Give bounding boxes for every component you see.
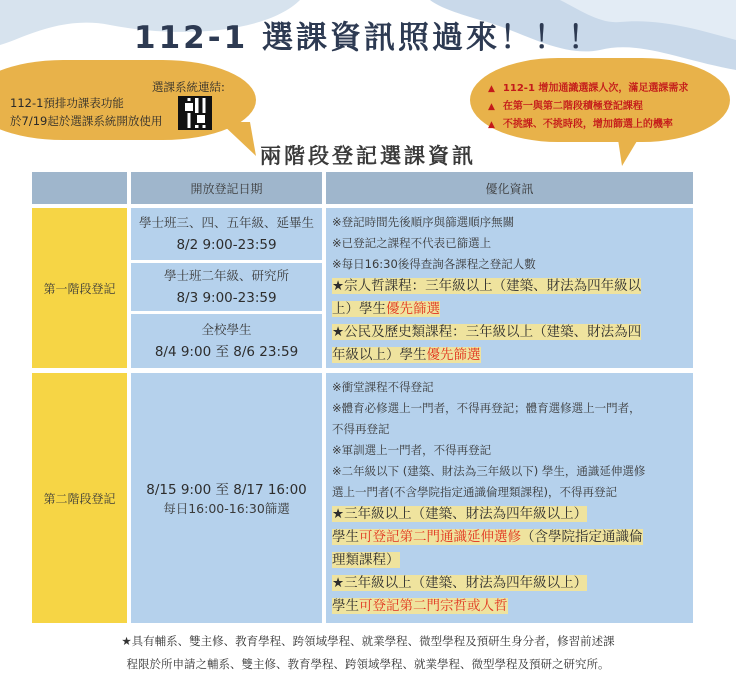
footer-line: ★具有輔系、雙主修、教育學程、跨領域學程、就業學程、微型學程及預研生身分者，修習前述課 (121, 634, 615, 648)
rule-highlight: 可登記第二門宗哲或人哲 (359, 598, 508, 614)
phase2-note: 選上一門者(不含學院指定通識倫理類課程)，不得再登記 (332, 485, 617, 499)
phase2-note: 不得再登記 (332, 422, 390, 436)
header-empty-cell (32, 172, 127, 204)
rule-text: ★三年級以上（建築、財法為四年級以上） (332, 506, 588, 522)
phase1-note: ※已登記之課程不代表已篩選上 (332, 236, 492, 250)
notice-item: ▲ 在第一與第二階段積極登記課程 (488, 98, 688, 116)
preschedule-line1: 112-1預排功課表功能 (10, 96, 124, 110)
header-dates: 開放登記日期 (131, 172, 322, 204)
phase1-date-who: 學士班三、四、五年級、延畢生 (138, 215, 314, 230)
phase2-note: ※體育必修選上一門者，不得再登記；體育選修選上一門者， (332, 401, 641, 415)
rule-highlight: 可登記第二門通識延伸選修 (359, 529, 521, 545)
phase1-label: 第一階段登記 (32, 208, 127, 368)
system-link-label: 選課系統連結: (152, 80, 225, 94)
section-subtitle: 兩階段登記選課資訊 (260, 144, 476, 168)
phase1-date-cell (131, 263, 322, 311)
rule-text: 學生 (332, 529, 359, 545)
rule-text: 學生 (332, 598, 359, 614)
header-info: 優化資訊 (326, 172, 693, 204)
footer-line: 程限於所申請之輔系、雙主修、教育學程、跨領域學程、就業學程、微型學程及預研之研究所。 (126, 657, 610, 671)
phase1-priority-religion (332, 275, 687, 321)
phase1-date-cell (131, 314, 322, 368)
priority-text: 年級以上）學生 (332, 347, 427, 363)
qr-code-icon[interactable] (178, 96, 212, 130)
notice-list (488, 80, 688, 134)
priority-highlight: 優先篩選 (426, 347, 481, 363)
phase2-note: ※衝堂課程不得登記 (332, 380, 434, 394)
phase2-date-cell (131, 373, 322, 623)
phase1-date-when: 8/2 9:00-23:59 (176, 237, 277, 253)
phase1-date-cell (131, 208, 322, 260)
phase2-date-range: 8/15 9:00 至 8/17 16:00 (146, 482, 307, 498)
notice-item: ▲ 不挑課、不挑時段，增加篩選上的機率 (488, 116, 688, 134)
phase2-religion-rule (332, 572, 687, 618)
preschedule-line2: 於7/19起於選課系統開放使用 (10, 114, 163, 128)
phase2-label: 第二階段登記 (32, 373, 127, 623)
priority-text: ★宗人哲課程：三年級以上（建築、財法為四年級以 (332, 278, 642, 294)
phase2-note: ※二年級以下 (建築、財法為三年級以下) 學生，通識延伸選修 (332, 464, 646, 478)
phase1-date-who: 全校學生 (201, 322, 252, 337)
phase2-note: ※軍訓選上一門者，不得再登記 (332, 443, 492, 457)
phase1-date-when: 8/3 9:00-23:59 (176, 290, 277, 306)
priority-text: ★公民及歷史類課程：三年級以上（建築、財法為四 (332, 324, 642, 340)
notice-item: ▲ 112-1 增加通識選課人次，滿足選課需求 (488, 80, 688, 98)
phase1-date-who: 學士班二年級、研究所 (163, 268, 289, 283)
phase1-priority-civics (332, 321, 687, 367)
phase1-note: ※每日16:30後得查詢各課程之登記人數 (332, 257, 536, 271)
rule-text: 理類課程） (332, 552, 400, 568)
phase2-info-cell (326, 373, 693, 623)
rule-text: ★三年級以上（建築、財法為四年級以上） (332, 575, 588, 591)
phase2-general-ed-rule (332, 503, 687, 572)
priority-text: 上）學生 (332, 301, 386, 317)
priority-highlight: 優先篩選 (386, 301, 440, 317)
page-title: 112-1 選課資訊照過來！！！ (134, 20, 602, 56)
rule-text: （含學院指定通識倫 (521, 529, 643, 545)
phase1-date-when: 8/4 9:00 至 8/6 23:59 (154, 344, 299, 360)
phase1-info-cell (326, 208, 693, 368)
phase1-note: ※登記時間先後順序與篩選順序無關 (332, 215, 515, 229)
footer-note (0, 630, 736, 676)
phase2-daily-filter: 每日16:00-16:30篩選 (163, 501, 290, 516)
